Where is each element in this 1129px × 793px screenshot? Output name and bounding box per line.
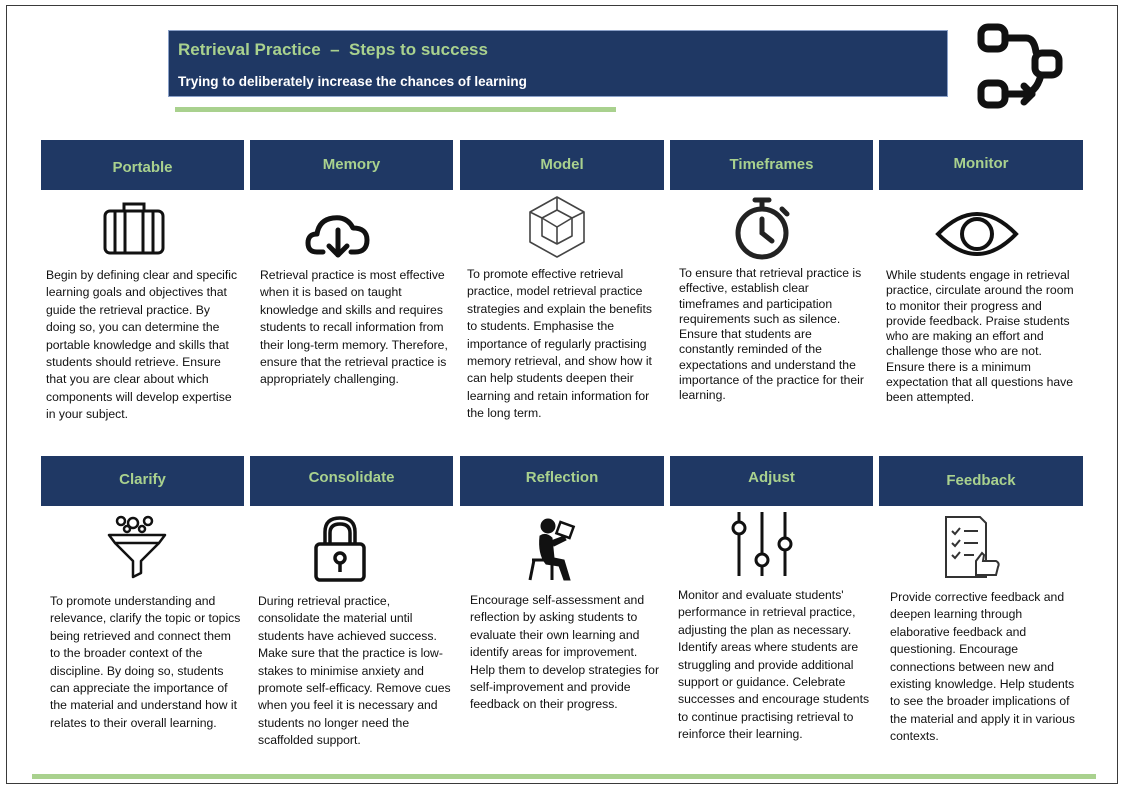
card-title: Timeframes [729,156,814,173]
card-memory-text: Retrieval practice is most effective when it is based on taught knowledge and skills and requires students to recall information from their long-term memory. Therefore, ensure that the retrieval practice is appropriately challenging. [260,268,448,387]
card-consolidate-header [250,456,453,506]
card-portable-text: Begin by defining clear and specific learning goals and objectives that guide the retrieval practice. By doing so, you can determine the portable knowledge and skills that students should retrieve. Ensure that you are clear about which components will develop expertise in your subject. [46,268,238,422]
checklist-thumbs-up-icon [936,513,1006,583]
header-banner [168,30,948,97]
cube-model-icon [522,192,592,262]
process-flow-icon [974,22,1066,112]
card-reflection-text: Encourage self-assessment and reflection by asking students to evaluate their own learning and identify areas for improvement. Help them to develop strategies for self-improvement and provide feedback on their progress. [470,593,660,712]
card-feedback-text: Provide corrective feedback and deepen learning through elaborative feedback and questioning. Encourage connections between new and existing knowledge. Help students to see the broader implications of the material and apply it in various contexts. [890,590,1075,744]
card-consolidate-text: During retrieval practice, consolidate the material until students have achieved success. Make sure that the practice is low-stakes to minimise anxiety and promote self-efficacy. Remove cues when you feel it is necessary and students no longer need the scaffolded support. [258,594,451,748]
card-title: Consolidate [308,469,395,486]
card-title: Feedback [946,472,1016,489]
card-model-header [460,140,664,190]
funnel-icon [103,513,173,583]
card-title: Reflection [525,469,599,486]
card-adjust-text: Monitor and evaluate students' performance in retrieval practice, adjusting the plan as necessary. Identify areas where students are struggling and provide additional support or guidance. Celebrate successes and encourage students to continue practising retrieval to reinforce their learning. [678,588,870,742]
card-memory-header [250,140,453,190]
card-monitor-header [879,140,1083,190]
card-reflection-header [460,456,664,506]
card-title: Monitor [953,155,1009,172]
card-timeframes-header [670,140,873,190]
cloud-download-icon [303,200,373,270]
page-subtitle: Trying to deliberately increase the chances of learning [178,74,527,89]
card-clarify-text: To promote understanding and relevance, clarify the topic or topics being retrieved and connect them to the broader context of the discipline. By doing so, students can appreciate the importance of the material and understand how it relates to their overall learning. [50,594,241,730]
header-underline [175,107,616,112]
card-monitor-text: While students engage in retrieval practice, circulate around the room to monitor their progress and provide feedback. Praise students who are making an effort and challenge those who are not. Ensure there is a minimum expectation that all questions have been attempted. [886,268,1074,405]
padlock-icon [305,514,375,584]
card-model-text: To promote effective retrieval practice, model retrieval practice strategies and explain the benefits to students. Emphasise the importance of regularly practising memory retrieval, and show how it can help students deepen their learning and retain information for the long term. [467,267,652,421]
page-title: Retrieval Practice – Steps to success [178,40,488,59]
card-title: Portable [112,159,173,176]
briefcase-icon [99,196,169,266]
card-timeframes-text: To ensure that retrieval practice is effective, establish clear timeframes and participation requirements such as silence. Ensure that students are constantly reminded of the expectations and understand the importance of the practice for their learning. [679,266,864,403]
eye-icon [934,198,1020,268]
card-title: Adjust [748,469,795,486]
card-title: Model [540,156,584,173]
card-portable-header [41,140,244,190]
card-adjust-header [670,456,873,506]
stopwatch-icon [727,195,797,265]
card-clarify-header [41,456,244,506]
sliders-icon [727,510,797,580]
card-title: Memory [322,156,381,173]
card-feedback-header [879,456,1083,506]
footer-line [32,774,1096,779]
card-title: Clarify [119,471,166,488]
reading-person-icon [518,514,588,584]
